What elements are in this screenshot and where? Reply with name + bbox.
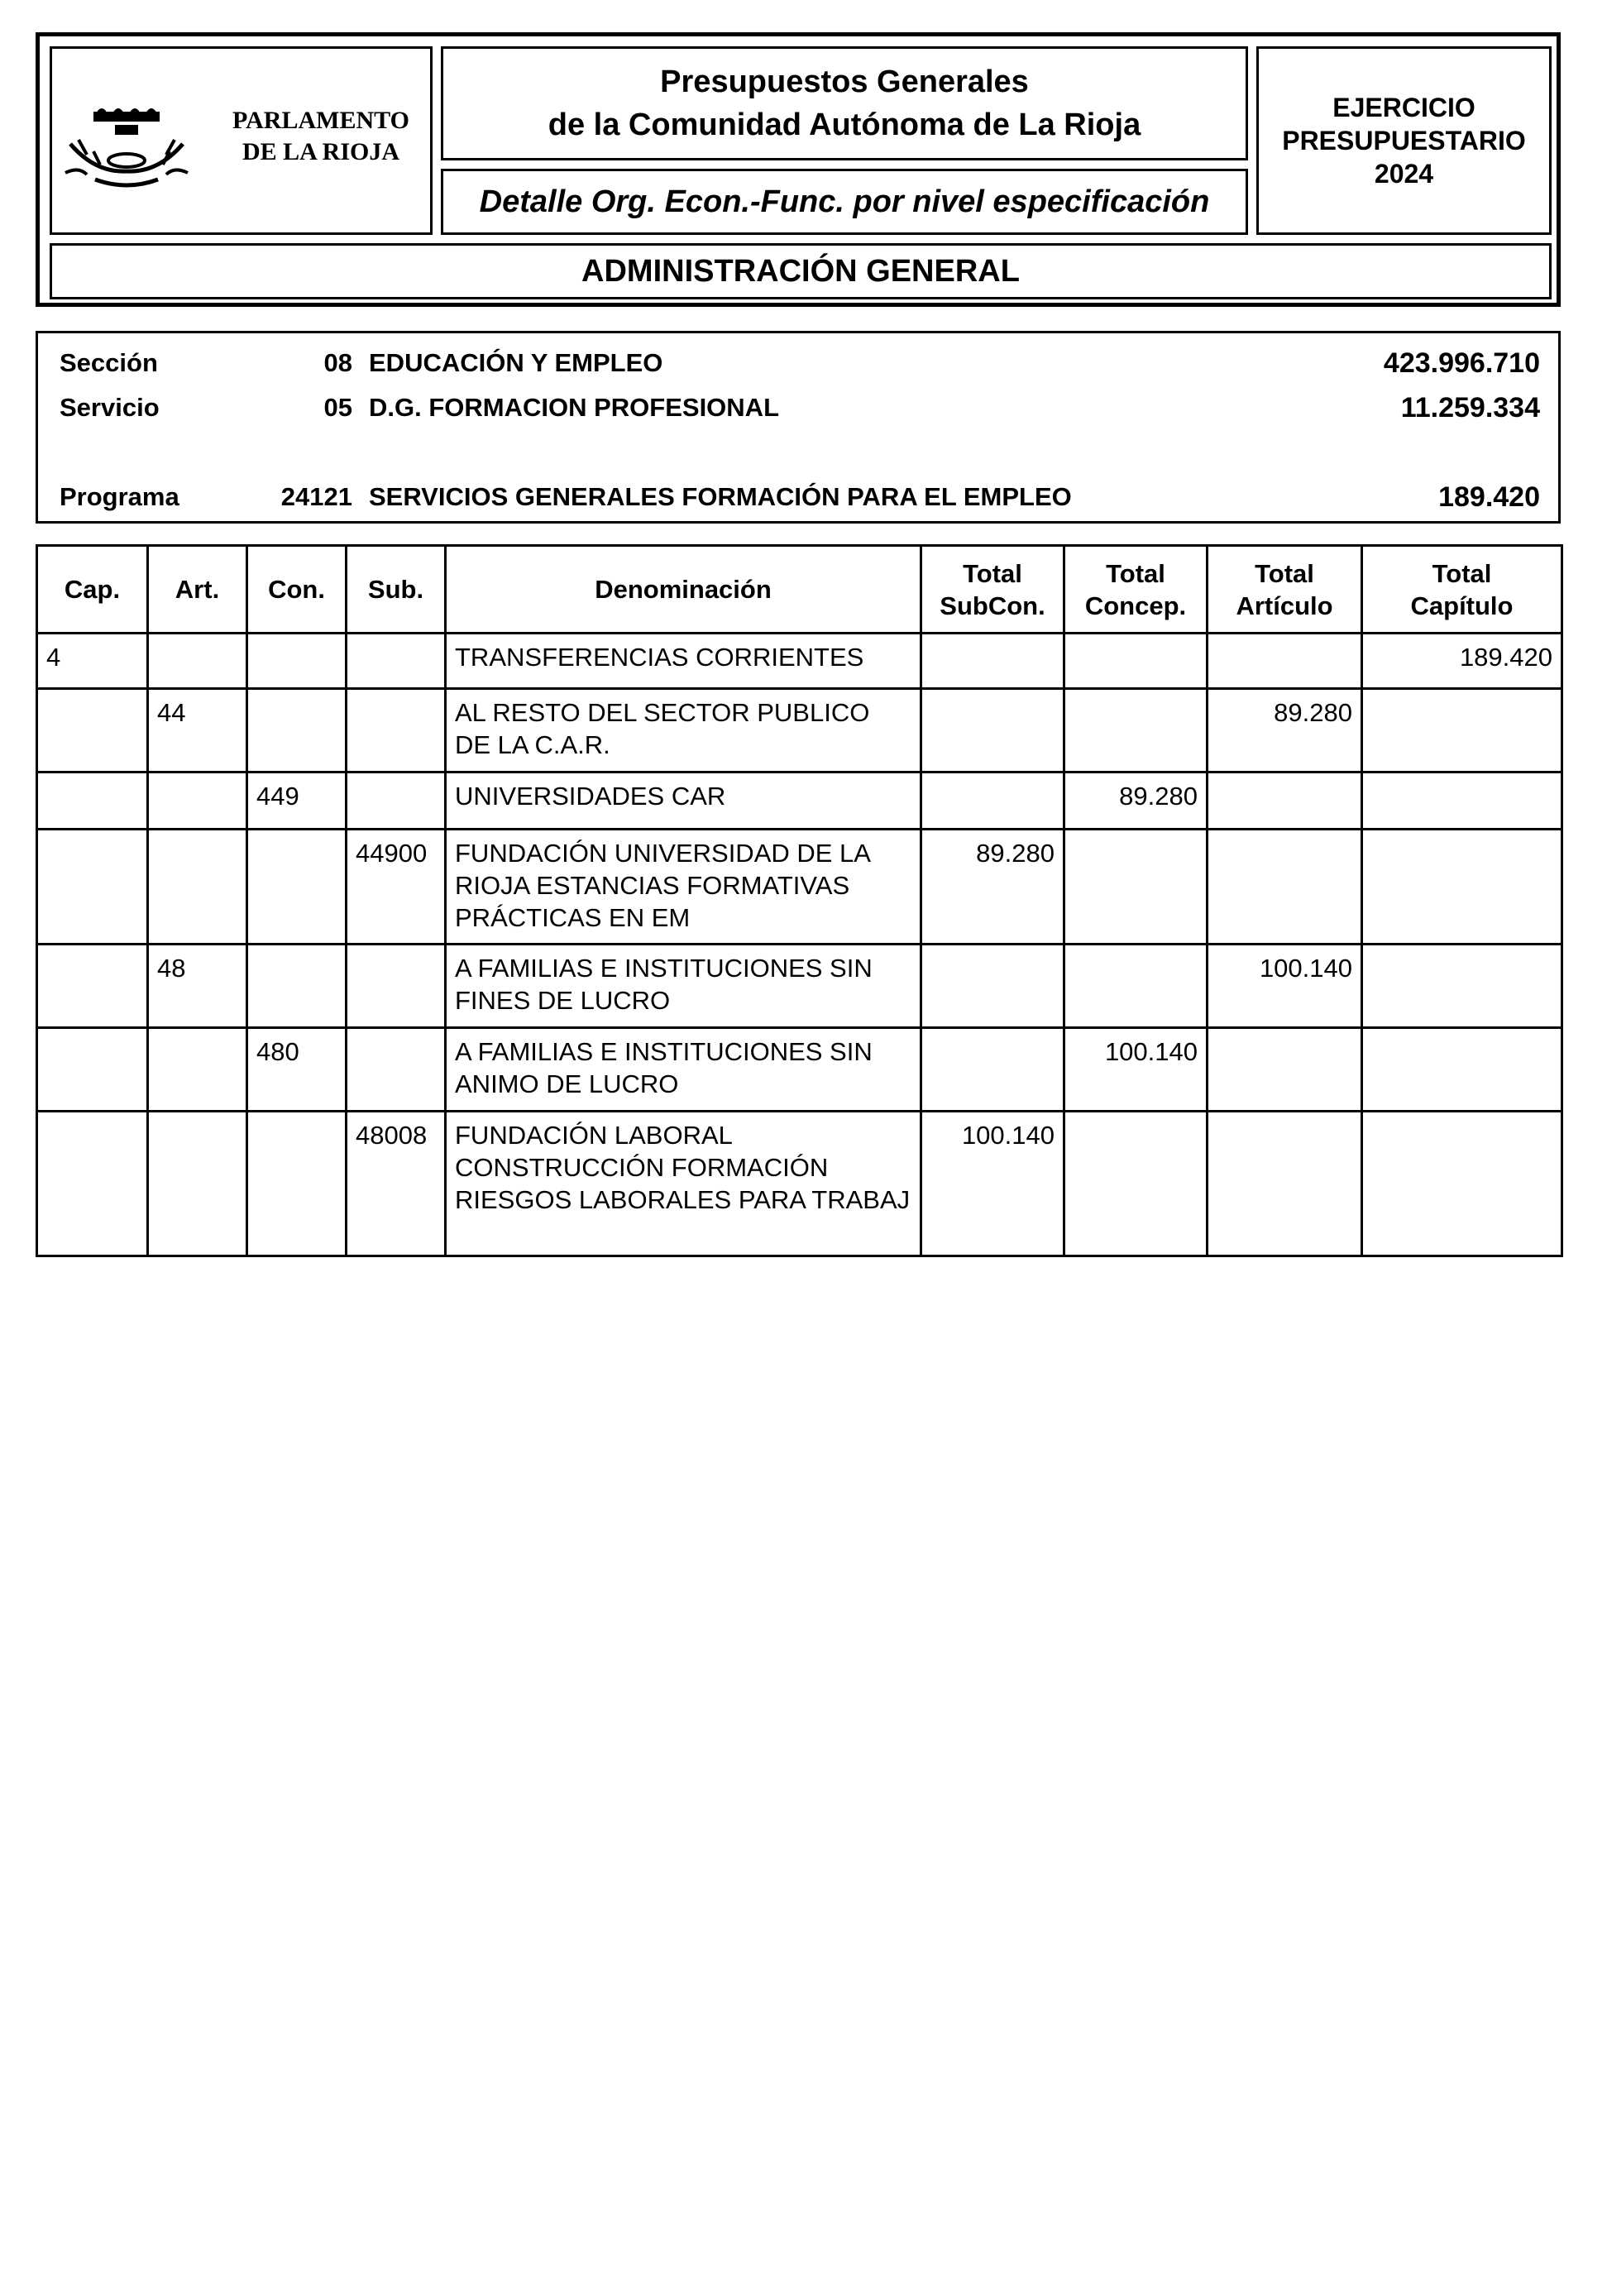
cell-cap: 4	[37, 634, 148, 689]
cell-con	[247, 634, 347, 689]
table-row	[37, 773, 1562, 830]
servicio-label: Servicio	[60, 393, 160, 422]
cell-total-concep	[1064, 634, 1208, 689]
header-total-capitulo-line1: Total	[1432, 558, 1492, 588]
cell-con: 449	[247, 773, 347, 830]
header-total-subcon-line1: Total	[963, 558, 1022, 588]
cell-total-concep	[1064, 689, 1208, 773]
title-panel	[441, 46, 1248, 160]
header-total-articulo-line1: Total	[1255, 558, 1314, 588]
cell-total-capitulo	[1362, 773, 1562, 830]
year-line1: EJERCICIO	[1332, 93, 1475, 122]
cell-total-concep	[1064, 945, 1208, 1028]
header-sub: Sub.	[347, 546, 446, 634]
header-total-articulo-line2: Artículo	[1236, 591, 1333, 620]
logo-text-line1: PARLAMENTO	[232, 107, 409, 134]
programa-label: Programa	[60, 482, 179, 511]
servicio-name: D.G. FORMACION PROFESIONAL	[369, 393, 779, 422]
year-line2: PRESUPUESTARIO	[1282, 126, 1526, 155]
programa-row	[38, 479, 1558, 515]
cell-total-capitulo	[1362, 830, 1562, 945]
cell-total-articulo	[1208, 830, 1362, 945]
table-row	[37, 1028, 1562, 1112]
cell-total-concep: 100.140	[1064, 1028, 1208, 1112]
cell-total-subcon	[921, 945, 1064, 1028]
budget-detail-table	[36, 544, 1563, 1257]
programa-code: 24121	[280, 482, 352, 511]
table-row	[37, 689, 1562, 773]
cell-cap	[37, 689, 148, 773]
seccion-code: 08	[323, 348, 352, 377]
cell-total-subcon: 89.280	[921, 830, 1064, 945]
subtitle-panel	[441, 169, 1248, 235]
cell-cap	[37, 945, 148, 1028]
cell-total-articulo	[1208, 1028, 1362, 1112]
seccion-label: Sección	[60, 348, 158, 377]
subtitle: Detalle Org. Econ.-Func. por nivel especificación	[479, 184, 1210, 219]
header-total-subcon	[921, 546, 1064, 634]
cell-cap	[37, 830, 148, 945]
header-total-concep-line1: Total	[1106, 558, 1165, 588]
table-row	[37, 1112, 1562, 1256]
table-row	[37, 945, 1562, 1028]
seccion-amount: 423.996.710	[1383, 347, 1540, 379]
cell-denominacion: A FAMILIAS E INSTITUCIONES SIN ANIMO DE LUCRO	[446, 1028, 921, 1112]
cell-cap	[37, 773, 148, 830]
cell-cap	[37, 1112, 148, 1256]
logo-text-line2: DE LA RIOJA	[242, 138, 400, 165]
section-info	[36, 331, 1561, 524]
cell-denominacion: FUNDACIÓN UNIVERSIDAD DE LA RIOJA ESTANCIAS FORMATIVAS PRÁCTICAS EN EM	[446, 830, 921, 945]
cell-total-subcon	[921, 689, 1064, 773]
seccion-row	[38, 345, 1558, 381]
seccion-name: EDUCACIÓN Y EMPLEO	[369, 348, 663, 377]
cell-denominacion: AL RESTO DEL SECTOR PUBLICO DE LA C.A.R.	[446, 689, 921, 773]
cell-con: 480	[247, 1028, 347, 1112]
header-art: Art.	[148, 546, 247, 634]
programa-name: SERVICIOS GENERALES FORMACIÓN PARA EL EMPLEO	[369, 482, 1072, 511]
cell-sub: 48008	[347, 1112, 446, 1256]
cell-denominacion: TRANSFERENCIAS CORRIENTES	[446, 634, 921, 689]
cell-con	[247, 830, 347, 945]
cell-con	[247, 1112, 347, 1256]
administration-panel	[50, 243, 1552, 299]
fiscal-year-panel	[1256, 46, 1552, 235]
cell-denominacion: UNIVERSIDADES CAR	[446, 773, 921, 830]
servicio-row	[38, 390, 1558, 426]
cell-sub: 44900	[347, 830, 446, 945]
cell-total-capitulo	[1362, 1112, 1562, 1256]
header-total-capitulo	[1362, 546, 1562, 634]
cell-total-concep	[1064, 830, 1208, 945]
title-line2: de la Comunidad Autónoma de La Rioja	[548, 108, 1141, 142]
cell-total-articulo	[1208, 1112, 1362, 1256]
cell-art: 48	[148, 945, 247, 1028]
cell-art	[148, 1112, 247, 1256]
cell-con	[247, 689, 347, 773]
table-header-row	[37, 546, 1562, 634]
cell-sub	[347, 689, 446, 773]
programa-amount: 189.420	[1438, 481, 1540, 513]
header-total-articulo	[1208, 546, 1362, 634]
servicio-code: 05	[323, 393, 352, 422]
cell-total-subcon	[921, 634, 1064, 689]
cell-total-subcon: 100.140	[921, 1112, 1064, 1256]
header-con: Con.	[247, 546, 347, 634]
cell-denominacion: A FAMILIAS E INSTITUCIONES SIN FINES DE LUCRO	[446, 945, 921, 1028]
table-row	[37, 830, 1562, 945]
header-total-concep	[1064, 546, 1208, 634]
title-line1: Presupuestos Generales	[660, 65, 1029, 99]
cell-art	[148, 634, 247, 689]
cell-art: 44	[148, 689, 247, 773]
header-total-concep-line2: Concep.	[1084, 591, 1187, 620]
cell-sub	[347, 773, 446, 830]
cell-total-concep: 89.280	[1064, 773, 1208, 830]
cell-total-articulo: 89.280	[1208, 689, 1362, 773]
cell-total-concep	[1064, 1112, 1208, 1256]
cell-denominacion: FUNDACIÓN LABORAL CONSTRUCCIÓN FORMACIÓN RIESGOS LABORALES PARA TRABAJ	[446, 1112, 921, 1256]
logo-panel	[50, 46, 433, 235]
cell-art	[148, 830, 247, 945]
header-total-capitulo-line2: Capítulo	[1410, 591, 1514, 620]
document-header	[36, 32, 1561, 307]
cell-cap	[37, 1028, 148, 1112]
cell-total-capitulo	[1362, 1028, 1562, 1112]
cell-total-articulo	[1208, 773, 1362, 830]
cell-total-articulo	[1208, 634, 1362, 689]
cell-total-articulo: 100.140	[1208, 945, 1362, 1028]
parliament-crest-icon	[62, 82, 223, 198]
year-line3: 2024	[1374, 159, 1434, 189]
cell-art	[148, 773, 247, 830]
cell-sub	[347, 634, 446, 689]
header-denominacion: Denominación	[446, 546, 921, 634]
servicio-amount: 11.259.334	[1400, 392, 1540, 423]
cell-total-capitulo	[1362, 689, 1562, 773]
cell-total-subcon	[921, 1028, 1064, 1112]
cell-total-subcon	[921, 773, 1064, 830]
table-row	[37, 634, 1562, 689]
header-cap: Cap.	[37, 546, 148, 634]
cell-con	[247, 945, 347, 1028]
header-total-subcon-line2: SubCon.	[940, 591, 1045, 620]
cell-total-capitulo	[1362, 945, 1562, 1028]
cell-total-capitulo: 189.420	[1362, 634, 1562, 689]
cell-art	[148, 1028, 247, 1112]
logo-text	[222, 105, 420, 168]
cell-sub	[347, 1028, 446, 1112]
administration-title: ADMINISTRACIÓN GENERAL	[581, 253, 1020, 289]
cell-sub	[347, 945, 446, 1028]
